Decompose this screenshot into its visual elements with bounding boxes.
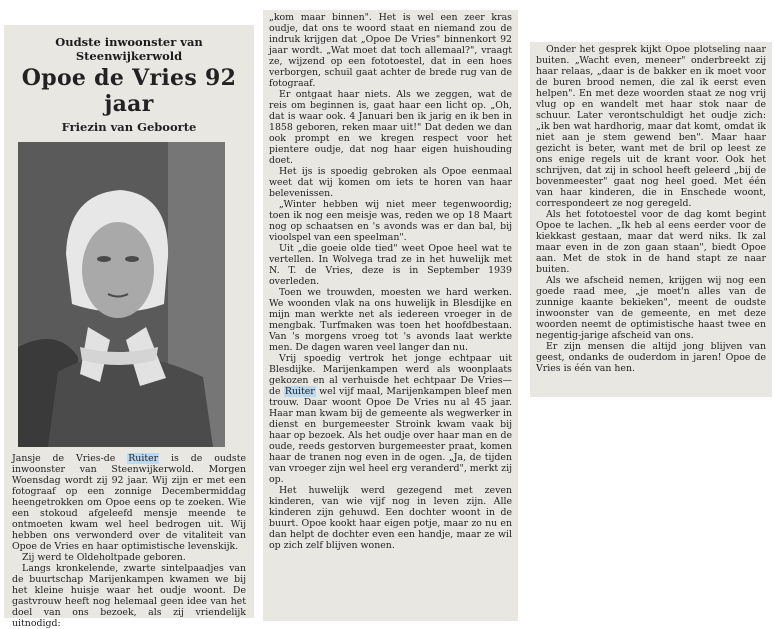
col2-paragraph-5: Uit „die goeie olde tied" weet Opoe heel wat te vertellen. In Wolvega trad ze in het huwelijk met N. T. de Vries, deze is in September 1939 overleden. [269,243,512,287]
col2-paragraph-8: Het huwelijk werd gezegend met zeven kinderen, van wie vijf nog in leven zijn. Alle kinderen zijn gehuwd. Een dochter woont in de buurt. Opoe kookt haar eigen potje, maar zo nu en dan helpt de dochter even een handje, maar ze wil op zich zelf blijven wonen. [269,485,512,551]
article-kicker: Oudste inwoonster van Steenwijkerwold [55,35,203,63]
col3-paragraph-1: Onder het gesprek kijkt Opoe plotseling naar buiten. „Wacht even, meneer" onderbreekt zij haar relaas, „daar is de bakker en ik moet voor de buren brood nemen, die zal ik eerst even helpen". En met deze woorden staat ze nog vrij vlug op en wandelt met haar stok naar de schuur. Later verontschuldigt het oudje zich: „ik ben wat hardhorig, maar dat komt, omdat ik niet aan je stem gewend ben". Maar haar gezicht is beter, want met de bril op leest ze ons enige regels uit de krant voor. Ook het schrijven, dat zij in school heeft geleerd „bij de bovenmeester" gaat nog heel goed. Met één van haar kinderen, die in Enschede woont, correspondeert ze nog geregeld. [536,44,766,209]
article-subhead: Friezin van Geboorte [61,120,197,134]
article-column-1 [4,25,254,629]
col2-paragraph-3: Het ijs is spoedig gebroken als Opoe eenmaal weet dat wij komen om iets te horen van haar belevenissen. [269,166,512,199]
search-highlight: Ruiter [284,386,315,397]
col2-paragraph-6: Toen we trouwden, moesten we hard werken. We woonden vlak na ons huwelijk in Blesdijke en mijn man werkte net als iedereen vroeger in de mengbak. Turfmaken was toen het hoofdbestaan. Van 's morgens vroeg tot 's avonds laat werkte men. De dagen waren veel langer dan nu. [269,287,512,353]
col3-paragraph-3: Als we afscheid nemen, krijgen wij nog een goede raad mee, „je moet'n alles van de zunnige kaante bekieken", meent de oudste inwoonster van de gemeente, en met deze woorden neemt de optimistische haast twee en negentig-jarige afscheid van ons. [536,275,766,341]
col2-paragraph-1: „kom maar binnen". Het is wel een zeer kras oudje, dat ons te woord staat en niemand zou de indruk krijgen dat „Opoe De Vries" binnenkort 92 jaar wordt. „Wat moet dat toch allemaal?", vraagt ze, wijzend op een fototoestel, dat in een hoes verborgen, schuil gaat achter de brede rug van de fotograaf. [269,12,512,89]
portrait-illustration [18,142,225,447]
article-headline: Opoe de Vries 92 jaar [21,65,237,117]
col2-paragraph-4: „Winter hebben wij niet meer tegenwoordig; toen ik nog een meisje was, reden we op 18 Maart nog op schaatsen en 's avonds was er dan bal, bij vioolspel van een speelman". [269,199,512,243]
search-highlight: Ruiter [128,453,159,464]
portrait-photo [18,142,225,447]
col2-paragraph-7: Vrij spoedig vertrok het jonge echtpaar uit Blesdijke. Marijenkampen werd als woonplaats gekozen en al verhuisde het echtpaar De Vries—de Ruiter wel vijf maal, Marijenkampen bleef men trouw. Daar woont Opoe De Vries nu al 45 jaar. Haar man kwam bij de gemeente als wegwerker in dienst en burgemeester Stroink kwam vaak bij haar op bezoek. Als het oudje over haar man en de oude, reeds gestorven burgemeester praat, komen haar de tranen nog even in de ogen. „Ja, de tijden van vroeger zijn wel heel erg veranderd", merkt zij op. [269,353,513,485]
article-column-3 [530,42,772,397]
article-column-2 [263,10,518,621]
col1-paragraph-3: Langs kronkelende, zwarte sintelpaadjes van de buurtschap Marijenkampen kwamen we bij het kleine huisje waar het oudje woont. De gastvrouw heeft nog helemaal geen idee van het doel van ons bezoek, als zij vriendelijk uitnodigd: [12,563,246,629]
col3-paragraph-4: Er zijn mensen die altijd jong blijven van geest, ondanks de ouderdom in jaren! Opoe de Vries is één van hen. [536,341,766,374]
col1-paragraph-2: Zij werd te Oldeholtpade geboren. [22,552,186,563]
col1-paragraph-1: Jansje de Vries-de Ruiter is de oudste inwoonster van Steenwijkerwold. Morgen Woensdag wordt zij 92 jaar. Wij zijn er met een fotograaf op een zonnige Decembermiddag heengetrokken om Opoe eens op te zoeken. Wie een stokoud afgeleefd mensje meende te ontmoeten kwam wel heel bedrogen uit. Wij hebben ons verwonderd over de vitaliteit van Opoe de Vries en haar optimistische levenskijk. [12,453,247,552]
col3-paragraph-2: Als het fototoestel voor de dag komt begint Opoe te lachen. „Ik heb al eens eerder voor de kiekkast gestaan, maar dat werd niks. Ik zal maar even in de zon gaan staan", biedt Opoe aan. Met de stok in de hand stapt ze naar buiten. [536,209,766,275]
col2-paragraph-2: Er ontgaat haar niets. Als we zeggen, wat de reis om beginnen is, gaat haar een licht op. „Oh, dat is waar ook. 4 Januari ben ik jarig en ik ben in 1858 geboren, reken maar uit!" Dat deden we dan ook prompt en we kregen respect voor het pientere oudje, dat nog haar eigen huishouding doet. [269,89,512,166]
